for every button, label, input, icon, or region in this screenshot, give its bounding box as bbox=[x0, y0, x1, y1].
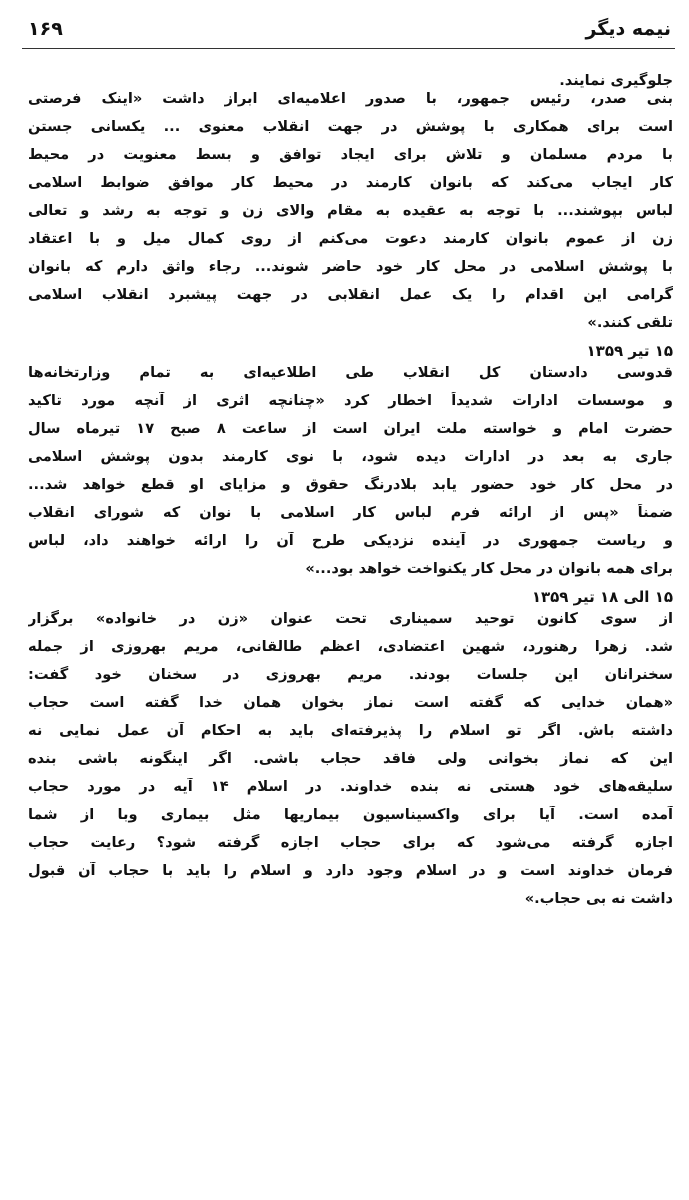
page-body bbox=[28, 72, 673, 1192]
text-line: جاری به بعد در ادارات دیده شود، با نوی کارمند بدون پوشش اسلامی bbox=[28, 448, 673, 465]
text-line: حضرت امام و خواسته ملت ایران است از ساعت ۸ صبح ۱۷ تیرماه سال bbox=[28, 420, 673, 437]
text-line: گرامی این اقدام را یک عمل انقلابی در جهت پیشبرد انقلاب اسلامی bbox=[28, 286, 673, 303]
text-line: فرمان خداوند است و در اسلام وجود دارد و اسلام را باید با حجاب آن قبول bbox=[28, 862, 673, 879]
header-divider bbox=[22, 48, 675, 49]
text-line: با مردم مسلمان و تلاش برای ایجاد توافق و بسط معنویت در محیط bbox=[28, 146, 673, 163]
text-line: جلوگیری نمایند. bbox=[559, 72, 673, 89]
text-line: سخنرانان این جلسات بودند. مریم بهروزی در سخنان خود گفت: bbox=[28, 666, 673, 683]
text-line: سلیقه‌های خود هستی نه بنده خداوند. در اسلام ۱۴ آیه در مورد حجاب bbox=[28, 778, 673, 795]
text-line: داشته باش. اگر تو اسلام را پذیرفته‌ای باید به احکام آن عمل نمایی نه bbox=[28, 722, 673, 739]
text-line: لباس بپوشند... با توجه به عقیده به مقام والای زن و توجه به رشد و تعالی bbox=[28, 202, 673, 219]
text-line: اجازه گرفته می‌شود که برای حجاب اجازه گرفته شود؟ رعایت حجاب bbox=[28, 834, 673, 851]
text-line: «همان خدایی که گفته است نماز بخوان همان خدا گفته است حجاب bbox=[28, 694, 673, 711]
text-line: و ریاست جمهوری در آینده نزدیکی طرح آن را ارائه خواهند داد، لباس bbox=[28, 532, 673, 549]
text-line: قدوسی دادستان کل انقلاب طی اطلاعیه‌ای به تمام وزارتخانه‌ها bbox=[28, 364, 673, 381]
text-line: داشت نه بی حجاب.» bbox=[524, 890, 673, 907]
page-number: ۱۶۹ bbox=[28, 18, 63, 40]
page-header bbox=[28, 12, 671, 46]
text-line: است برای همکاری با پوشش در جهت انقلاب معنوی ... یکسانی جستن bbox=[28, 118, 673, 135]
text-line: و موسسات ادارات شدیداً اخطار کرد «چنانچه اثری از آنچه مورد تاکید bbox=[28, 392, 673, 409]
text-line: ضمناً «پس از ارائه فرم لباس کار اسلامی با نوان که شورای انقلاب bbox=[28, 504, 673, 521]
text-line: بنی صدر، رئیس جمهور، با صدور اعلامیه‌ای ابراز داشت «اینک فرصتی bbox=[28, 90, 673, 107]
text-line: کار ایجاب می‌کند که بانوان کارمند در محیط کار موافق ضوابط اسلامی bbox=[28, 174, 673, 191]
text-line: در محل کار خود حضور یابد بلادرنگ حقوق و مزایای او قطع خواهد شد... bbox=[28, 476, 673, 493]
text-line: زن از عموم بانوان کارمند دعوت می‌کنم از روی کمال میل و با اعتقاد bbox=[28, 230, 673, 247]
text-line: این که نماز بخوانی ولی فاقد حجاب باشی. اگر اینگونه باشی بنده bbox=[28, 750, 673, 767]
text-line: با پوشش اسلامی در محل کار خود حاضر شوند... رجاء واثق دارم که بانوان bbox=[28, 258, 673, 275]
date-heading: ۱۵ الی ۱۸ تیر ۱۳۵۹ bbox=[531, 588, 673, 606]
text-line: برای همه بانوان در محل کار یکنواخت خواهد بود...» bbox=[305, 560, 673, 577]
text-line: از سوی کانون توحید سمیناری تحت عنوان «زن در خانواده» برگزار bbox=[28, 610, 673, 627]
page-title: نیمه دیگر bbox=[585, 18, 671, 40]
text-line: شد. زهرا رهنورد، شهین اعتضادی، اعظم طالقانی، مریم بهروزی از جمله bbox=[28, 638, 673, 655]
text-line: تلقی کنند.» bbox=[587, 314, 673, 331]
date-heading: ۱۵ تیر ۱۳۵۹ bbox=[586, 342, 673, 360]
text-line: آمده است. آیا برای واکسیناسیون بیماریها مثل بیماری وبا از شما bbox=[28, 806, 673, 823]
